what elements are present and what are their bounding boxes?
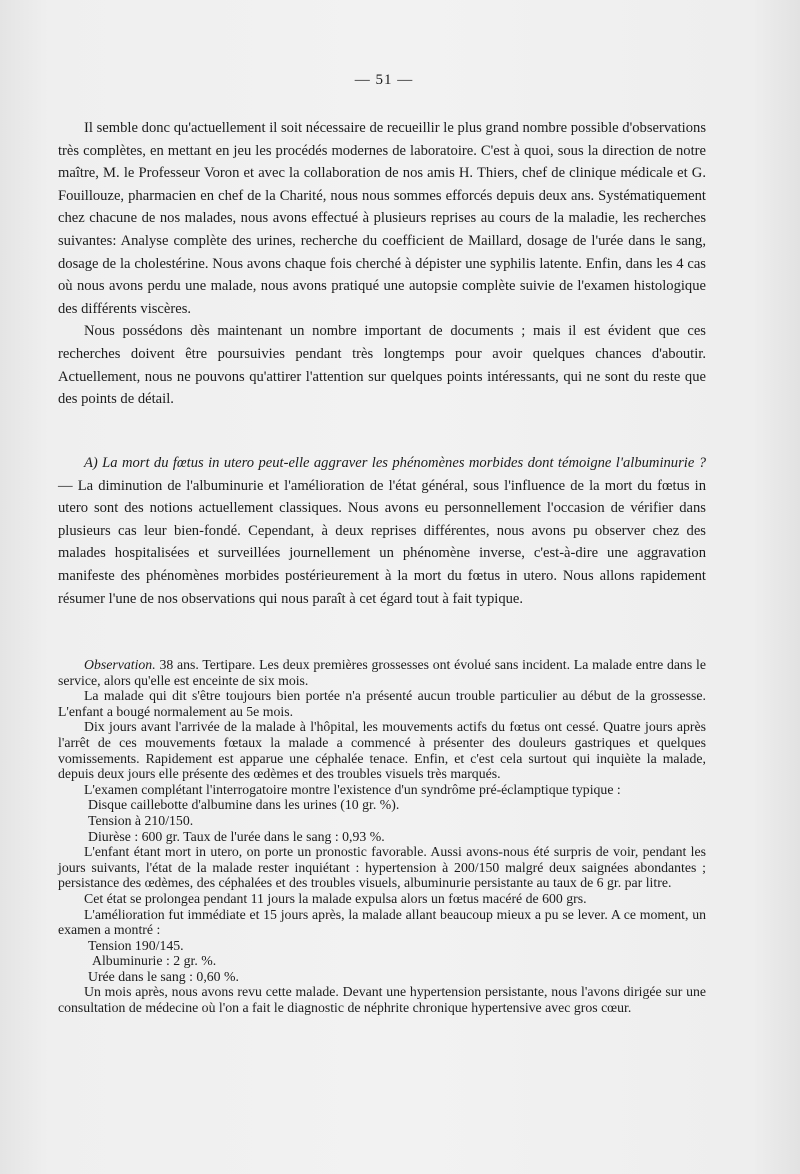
lab-result-urea: Urée dans le sang : 0,60 %. (88, 968, 239, 984)
observation-paragraph-1 (58, 657, 706, 688)
lab-result-albuminuria: Albuminurie : 2 gr. %. (92, 953, 217, 969)
page-number: — 51 — (354, 72, 414, 88)
intro-paragraph-2: Nous possédons dès maintenant un nombre important de documents ; mais il est évident que ces recherches doivent être poursuivies pendant très longtemps pour avoir quelques chances d'aboutir. Actuellement, nous ne pouvons qu'attirer l'attention sur quelques points intéressants, qui ne sont du reste que des points de détail. (58, 323, 706, 408)
observation-paragraph-7: L'amélioration fut immédiate et 15 jours après, la malade allant beaucoup mieux a pu se lever. A ce moment, un examen a montré : (58, 906, 706, 938)
lab-result-diuresis: Diurèse : 600 gr. Taux de l'urée dans le sang : 0,93 %. (88, 828, 385, 844)
lab-result-tension-2: Tension 190/145. (88, 937, 184, 953)
observation-paragraph-6: Cet état se prolongea pendant 11 jours la malade expulsa alors un fœtus macéré de 600 grs. (84, 890, 587, 906)
observation-text-1: 38 ans. Tertipare. Les deux premières grossesses ont évolué sans incident. La malade entre dans le service, alors qu'elle est enceinte de six mois. (58, 657, 707, 688)
observation-paragraph-5: L'enfant étant mort in utero, on porte un pronostic favorable. Aussi avons-nous été surpris de voir, pendant les jours suivants, l'état de la malade rester inquiétant : hypertension à 200/150 malgré deux saignées abondantes ; persistance des œdèmes, des céphalées et des troubles visuels, albuminurie persistante au taux de 6 gr. par litre. (58, 844, 706, 891)
observation-paragraph-3: Dix jours avant l'arrivée de la malade à l'hôpital, les mouvements actifs du fœtus ont cessé. Quatre jours après l'arrêt de ces mouvements fœtaux la malade a commencé à présenter des douleurs gastriques et quelques vomissements. Rapidement est apparue une céphalée tenace. Enfin, et c'est cela surtout qui inquiète la malade, depuis deux jours elle présente des œdèmes et des troubles visuels très marqués. (58, 719, 706, 782)
observation-section (58, 657, 706, 1016)
intro-section (58, 117, 706, 411)
section-a (58, 452, 706, 610)
lab-result-albumin: Disque caillebotte d'albumine dans les urines (10 gr. %). (88, 797, 400, 813)
section-a-heading: A) La mort du fœtus in utero peut-elle aggraver les phénomènes morbides dont témoigne l'albuminurie ? (84, 455, 706, 471)
intro-paragraph-1: Il semble donc qu'actuellement il soit nécessaire de recueillir le plus grand nombre possible d'observations très complètes, en mettant en jeu les procédés modernes de laboratoire. C'est à quoi, sous la direction de notre maître, M. le Professeur Voron et avec la collaboration de nos amis H. Thiers, chef de clinique médicale et G. Fouillouze, pharmacien en chef de la Charité, nous nous sommes efforcés depuis deux ans. Systématiquement chez chacune de nos malades, nous avons effectué à plusieurs reprises au cours de la maladie, les recherches suivantes: Analyse complète des urines, recherche du coefficient de Maillard, dosage de l'urée dans le sang, dosage de la cholestérine. Nous avons chaque fois cherché à dépister une syphilis latente. Enfin, dans les 4 cas où nous avons perdu une malade, nous avons pratiqué une autopsie complète suivie de l'examen histologique des différents viscères. (58, 120, 706, 317)
observation-title: Observation. (84, 657, 156, 672)
observation-paragraph-8: Un mois après, nous avons revu cette malade. Devant une hypertension persistante, nous l'avons dirigée sur une consultation de médecine où l'on a fait le diagnostic de néphrite chronique hypertensive avec gros cœur. (58, 984, 706, 1016)
observation-paragraph-2: La malade qui dit s'être toujours bien portée n'a présenté aucun trouble particulier au début de la grossesse. L'enfant a bougé normalement au 5e mois. (58, 688, 706, 719)
observation-paragraph-4: L'examen complétant l'interrogatoire montre l'existence d'un syndrôme pré-éclamptique typique : (84, 781, 621, 797)
lab-result-tension: Tension à 210/150. (88, 812, 194, 828)
section-a-body: — La diminution de l'albuminurie et l'amélioration de l'état général, sous l'influence de la mort du fœtus in utero sont des notions actuellement classiques. Nous avons eu personnellement l'occasion de vérifier dans plusieurs cas leur bien-fondé. Cependant, à deux reprises différentes, nous avons pu observer chez des malades hospitalisées et surveillées journellement un phénomène inverse, c'est-à-dire une aggravation manifeste des phénomènes morbides postérieurement à la mort du fœtus in utero. Nous allons rapidement résumer l'une de nos observations qui nous paraît à cet égard tout à fait typique. (58, 477, 706, 607)
section-a-paragraph (58, 452, 706, 610)
